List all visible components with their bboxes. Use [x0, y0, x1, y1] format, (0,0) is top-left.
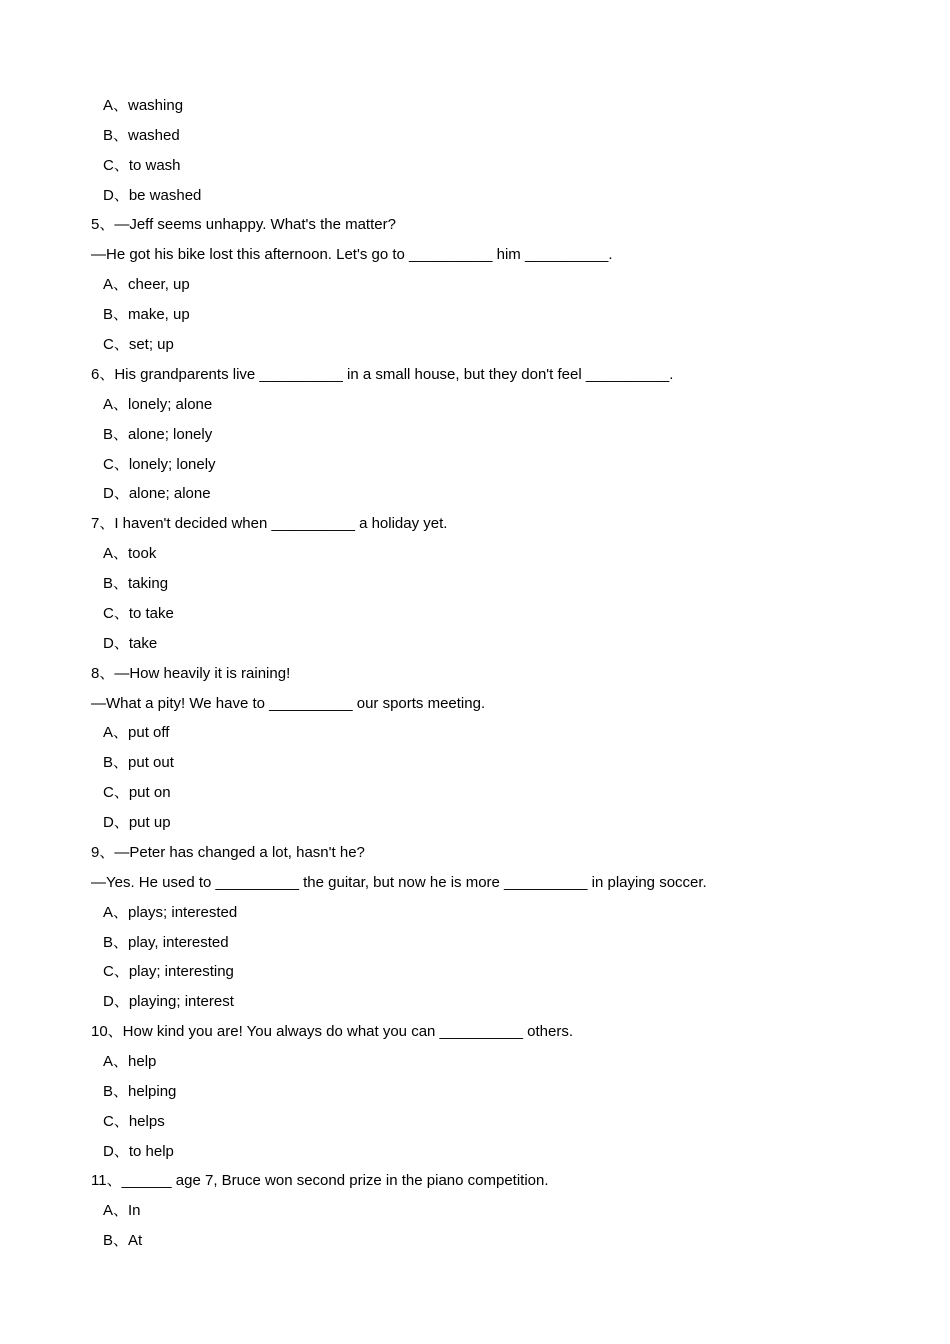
option-line: B、make, up	[103, 306, 190, 323]
question-line: 6、His grandparents live __________ in a small house, but they don't feel __________.	[91, 366, 674, 383]
option-line: A、cheer, up	[103, 276, 190, 293]
option-line: C、lonely; lonely	[103, 456, 216, 473]
question-line: 10、How kind you are! You always do what you can __________ others.	[91, 1023, 573, 1040]
option-line: C、to take	[103, 605, 174, 622]
question-line: 11、______ age 7, Bruce won second prize in the piano competition.	[91, 1172, 549, 1189]
option-line: A、washing	[103, 97, 184, 114]
option-line: D、to help	[103, 1143, 174, 1160]
option-line: B、put out	[103, 754, 174, 771]
question-line: —He got his bike lost this afternoon. Let's go to __________ him __________.	[91, 246, 613, 263]
option-line: B、washed	[103, 127, 180, 144]
question-line: 5、—Jeff seems unhappy. What's the matter?	[91, 216, 396, 233]
option-line: A、took	[103, 545, 157, 562]
option-line: D、be washed	[103, 187, 202, 204]
option-line: A、help	[103, 1053, 157, 1070]
option-line: B、alone; lonely	[103, 426, 213, 443]
option-line: A、plays; interested	[103, 904, 238, 921]
option-line: B、At	[103, 1232, 143, 1249]
option-line: D、put up	[103, 814, 171, 831]
question-line: —Yes. He used to __________ the guitar, but now he is more __________ in playing soccer.	[91, 874, 707, 891]
option-line: A、lonely; alone	[103, 396, 213, 413]
option-line: D、alone; alone	[103, 485, 211, 502]
option-line: A、put off	[103, 724, 170, 741]
option-line: B、play, interested	[103, 934, 229, 951]
option-line: C、set; up	[103, 336, 174, 353]
option-line: C、play; interesting	[103, 963, 234, 980]
option-line: D、take	[103, 635, 158, 652]
option-line: A、In	[103, 1202, 141, 1219]
question-line: 9、—Peter has changed a lot, hasn't he?	[91, 844, 365, 861]
option-line: C、helps	[103, 1113, 165, 1130]
option-line: C、put on	[103, 784, 171, 801]
option-line: D、playing; interest	[103, 993, 234, 1010]
question-line: 7、I haven't decided when __________ a holiday yet.	[91, 515, 448, 532]
option-line: B、taking	[103, 575, 169, 592]
option-line: C、to wash	[103, 157, 181, 174]
question-line: —What a pity! We have to __________ our sports meeting.	[91, 695, 486, 712]
question-line: 8、—How heavily it is raining!	[91, 665, 291, 682]
option-line: B、helping	[103, 1083, 177, 1100]
